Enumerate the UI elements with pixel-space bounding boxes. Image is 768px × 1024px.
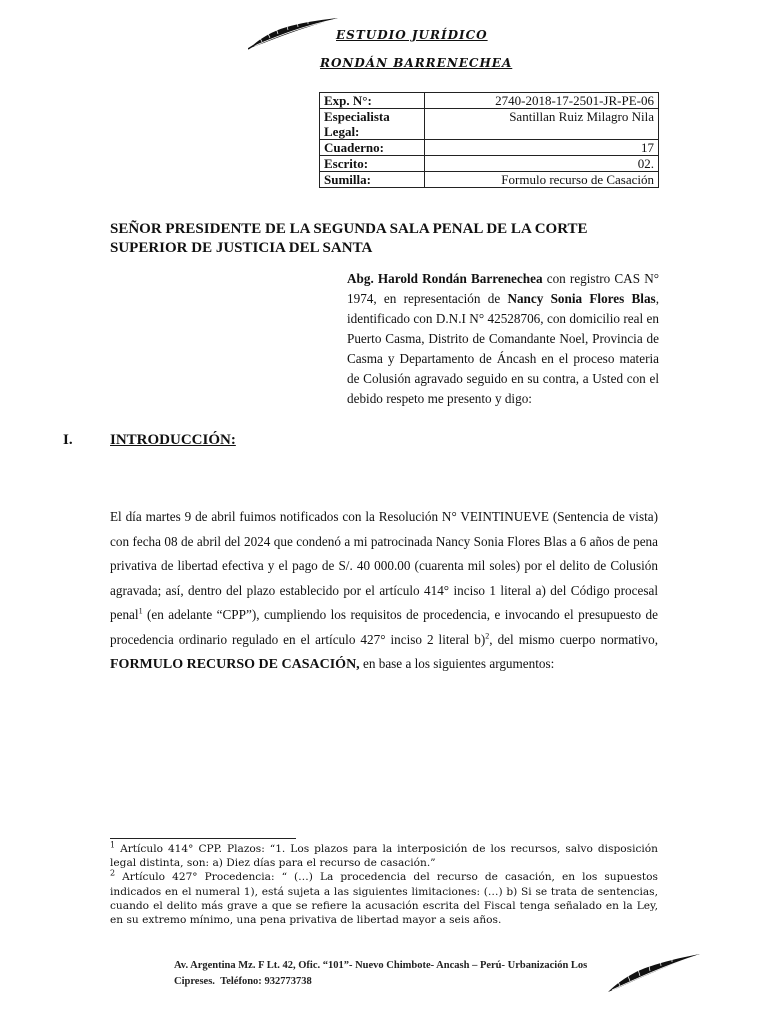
footnote-ref-2: 2 (485, 631, 490, 641)
footnote-ref-1: 1 (138, 606, 143, 616)
summary-label: Sumilla: (320, 172, 425, 188)
main-emphasis: FORMULO RECURSO DE CASACIÓN, (110, 657, 360, 672)
addressee-heading: SEÑOR PRESIDENTE DE LA SEGUNDA SALA PENAL DE LA CORTE SUPERIOR DE JUSTICIA DEL SANTA (110, 221, 588, 256)
notebook-label: Cuaderno: (320, 140, 425, 156)
writ-value: 02. (425, 156, 659, 172)
footnote-1 (110, 842, 658, 870)
table-row (320, 109, 659, 140)
specialist-label: Especialista Legal: (320, 109, 425, 140)
footer-address-text: Av. Argentina Mz. F Lt. 42, Ofic. “101”- Nuevo Chimbote- Ancash – Perú- Urbanización Los Cipreses. (174, 960, 588, 987)
table-row (320, 93, 659, 109)
table-row (320, 172, 659, 188)
intro-text-1: con registro CAS N° 1974, en representación de (347, 271, 659, 306)
footer-phone-label: Teléfono: (220, 976, 262, 987)
footnote-marker: 2 (110, 868, 116, 878)
notebook-value: 17 (425, 140, 659, 156)
footnote-text: Artículo 427° Procedencia: “ (…) La procedencia del recurso de casación, en los supuestos indicados en el numeral 1), está sujeta a las siguientes limitaciones: (…) b) Si se trata de sentencias, cuando el delito más grave a que se refiere la acusación escrita del Fiscal tenga señalado en la Ley, en su extremo mínimo, una pena privativa de libertad mayor a seis años. (110, 871, 658, 927)
footnote-2 (110, 870, 658, 927)
lawyer-name: Abg. Harold Rondán Barrenechea (347, 271, 543, 286)
footnote-text: Artículo 414° CPP. Plazos: “1. Los plazos para la interposición de los recursos, salvo disposición legal distinta, son: a) Diez días para el recurso de casación.” (110, 843, 658, 870)
main-text-3: , del mismo cuerpo normativo, (489, 631, 658, 647)
main-text-4: en base a los siguientes argumentos: (359, 656, 555, 671)
footer-phone: 932773738 (264, 976, 312, 987)
intro-paragraph (347, 269, 659, 409)
specialist-value: Santillan Ruiz Milagro Nila (425, 109, 659, 140)
footnotes (110, 842, 658, 927)
client-name: Nancy Sonia Flores Blas (507, 291, 656, 306)
section-title: INTRODUCCIÓN: (110, 432, 236, 448)
case-number-value: 2740-2018-17-2501-JR-PE-06 (425, 93, 659, 109)
footnote-marker: 1 (110, 840, 116, 850)
main-text-2: (en adelante “CPP”), cumpliendo los requisitos de procedencia, e invocando el presupuesto de procedencia ordinario regulado en el artículo 427° inciso 2 literal b) (110, 607, 658, 647)
footer-address (174, 958, 604, 990)
main-paragraph (110, 505, 658, 678)
footnote-separator (110, 838, 296, 839)
table-row (320, 140, 659, 156)
quill-feather-icon (248, 14, 340, 50)
quill-feather-icon (606, 950, 702, 994)
main-text-1: El día martes 9 de abril fuimos notificados con la Resolución N° VEINTINUEVE (Sentencia de vista) con fecha 08 de abril del 2024 que condenó a mi patrocinada Nancy Sonia Flores Blas a 6 años de pena privativa de libertad efectiva y el pago de S/. 40 000.00 (cuarenta mil soles) por el delito de Colusión agravada; así, dentro del plazo establecido por el artículo 414° inciso 1 literal a) del Código procesal penal (110, 509, 658, 622)
intro-text-2: , identificado con D.N.I N° 42528706, con domicilio real en Puerto Casma, Distrito de Comandante Noel, Provincia de Casma y Departamento de Áncash en el proceso materia de Colusión agravado seguido en su contra, a Usted con el debido respeto me presento y digo: (347, 291, 659, 406)
firm-name-line1: ESTUDIO JURÍDICO (336, 28, 488, 42)
writ-label: Escrito: (320, 156, 425, 172)
table-row (320, 156, 659, 172)
section-number: I. (63, 432, 73, 448)
firm-name-line2: RONDÁN BARRENECHEA (320, 56, 513, 70)
case-info-table (319, 92, 659, 188)
summary-value: Formulo recurso de Casación (425, 172, 659, 188)
case-number-label: Exp. N°: (320, 93, 425, 109)
